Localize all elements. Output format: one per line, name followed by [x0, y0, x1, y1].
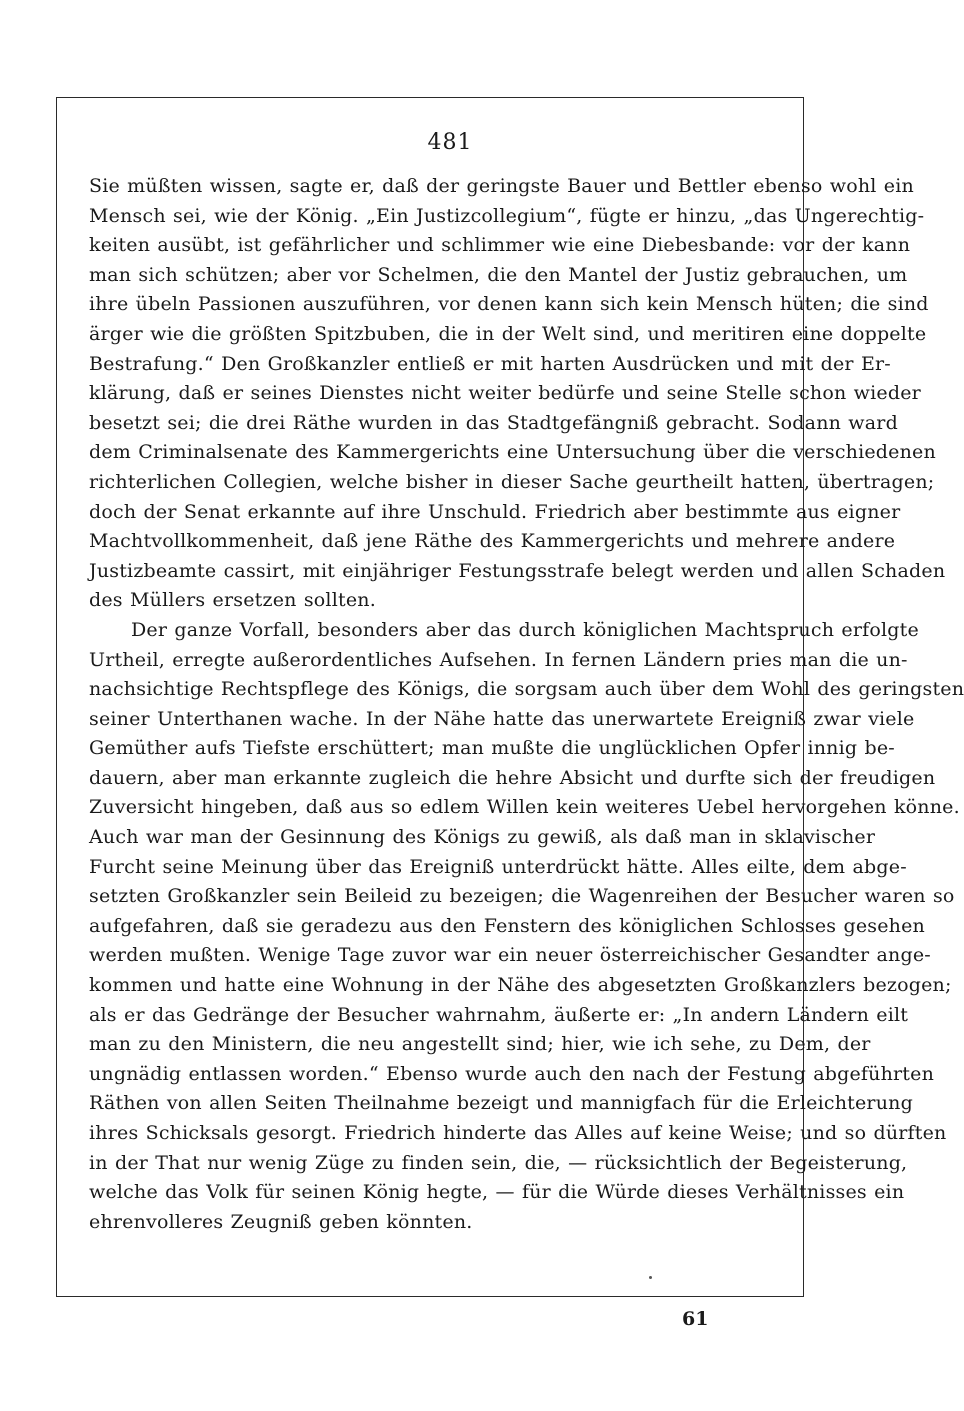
text-line: Furcht seine Meinung über das Ereigniß unterdrückt hätte. Alles eilte, dem abge- [89, 855, 907, 878]
text-line: Der ganze Vorfall, besonders aber das durch königlichen Machtspruch erfolgte [131, 618, 919, 641]
text-line: des Müllers ersetzen sollten. [89, 589, 376, 612]
text-line: man zu den Ministern, die neu angestellt sind; hier, wie ich sehe, zu Dem, der [89, 1033, 871, 1056]
text-line: nachsichtige Rechtspflege des Königs, die sorgsam auch über dem Wohl des geringsten [89, 678, 964, 701]
text-line: keiten ausübt, ist gefährlicher und schlimmer wie eine Diebesbande: vor der kann [89, 234, 911, 257]
body-text [89, 172, 964, 1237]
text-line: ärger wie die größten Spitzbuben, die in der Welt sind, und meritiren eine doppelte [89, 322, 927, 345]
text-line: Räthen von allen Seiten Theilnahme bezeigt und mannigfach für die Erleichterung [89, 1092, 913, 1115]
text-line: als er das Gedränge der Besucher wahrnahm, äußerte er: „In andern Ländern eilt [89, 1003, 909, 1026]
text-line: werden mußten. Wenige Tage zuvor war ein neuer österreichischer Gesandter ange- [89, 944, 931, 967]
text-line: richterlichen Collegien, welche bisher in dieser Sache geurtheilt hatten, übertragen; [89, 470, 935, 493]
text-line: Mensch sei, wie der König. „Ein Justizcollegium“, fügte er hinzu, „das Ungerechtig- [89, 204, 925, 227]
text-line: Gemüther aufs Tiefste erschüttert; man mußte die unglücklichen Opfer innig be- [89, 737, 895, 760]
text-line: ungnädig entlassen worden.“ Ebenso wurde auch den nach der Festung abgeführten [89, 1062, 935, 1085]
text-line: Urtheil, erregte außerordentliches Aufsehen. In fernen Ländern pries man die un- [89, 648, 908, 671]
text-line: Justizbeamte cassirt, mit einjähriger Festungsstrafe belegt werden und allen Schaden [89, 559, 946, 582]
text-line: ihres Schicksals gesorgt. Friedrich hinderte das Alles auf keine Weise; und so dürften [89, 1122, 947, 1144]
text-line: kommen und hatte eine Wohnung in der Nähe des abgesetzten Großkanzlers bezogen; [89, 974, 952, 997]
text-line: dauern, aber man erkannte zugleich die hehre Absicht und durfte sich der freudigen [89, 766, 936, 789]
text-line: Machtvollkommenheit, daß jene Räthe des Kammergerichts und mehrere andere [89, 530, 896, 553]
text-line: klärung, daß er seines Dienstes nicht weiter bedürfe und seine Stelle schon wieder [89, 382, 921, 405]
text-line: welche das Volk für seinen König hegte, — für die Würde dieses Verhältnisses ein [89, 1181, 905, 1204]
text-line: doch der Senat erkannte auf ihre Unschuld. Friedrich aber bestimmte aus eigner [89, 500, 901, 523]
paragraph-1 [89, 172, 946, 616]
page-number: 481 [427, 130, 473, 155]
text-line: Bestrafung.“ Den Großkanzler entließ er mit harten Ausdrücken und mit der Er- [89, 352, 891, 375]
text-line: aufgefahren, daß sie geradezu aus den Fenstern des königlichen Schlosses gesehen [89, 914, 925, 937]
text-line: dem Criminalsenate des Kammergerichts eine Untersuchung über die verschiedenen [89, 441, 936, 464]
text-line: man sich schützen; aber vor Schelmen, die den Mantel der Justiz gebrauchen, um [89, 263, 908, 286]
text-line: seiner Unterthanen wache. In der Nähe hatte das unerwartete Ereigniß zwar viele [89, 707, 915, 730]
text-line: in der That nur wenig Züge zu finden sein, die, — rücksichtlich der Begeisterung, [89, 1151, 908, 1174]
text-line: ihre übeln Passionen auszuführen, vor denen kann sich kein Mensch hüten; die sind [89, 293, 929, 316]
text-line: Auch war man der Gesinnung des Königs zu gewiß, als daß man in sklavischer [89, 826, 876, 849]
text-line: Zuversicht hingeben, daß aus so edlem Willen kein weiteres Uebel hervorgehen könne. [89, 796, 960, 819]
text-line: ehrenvolleres Zeugniß geben könnten. [89, 1210, 473, 1233]
paragraph-2 [89, 616, 964, 1237]
text-line: Sie müßten wissen, sagte er, daß der geringste Bauer und Bettler ebenso wohl ein [89, 175, 914, 197]
text-line: setzten Großkanzler sein Beileid zu bezeigen; die Wagenreihen der Besucher waren so [89, 885, 955, 908]
text-line: besetzt sei; die drei Räthe wurden in das Stadtgefängniß gebracht. Sodann ward [89, 411, 898, 434]
sheet-signature-number: 61 [682, 1308, 709, 1330]
print-speck [649, 1276, 652, 1279]
